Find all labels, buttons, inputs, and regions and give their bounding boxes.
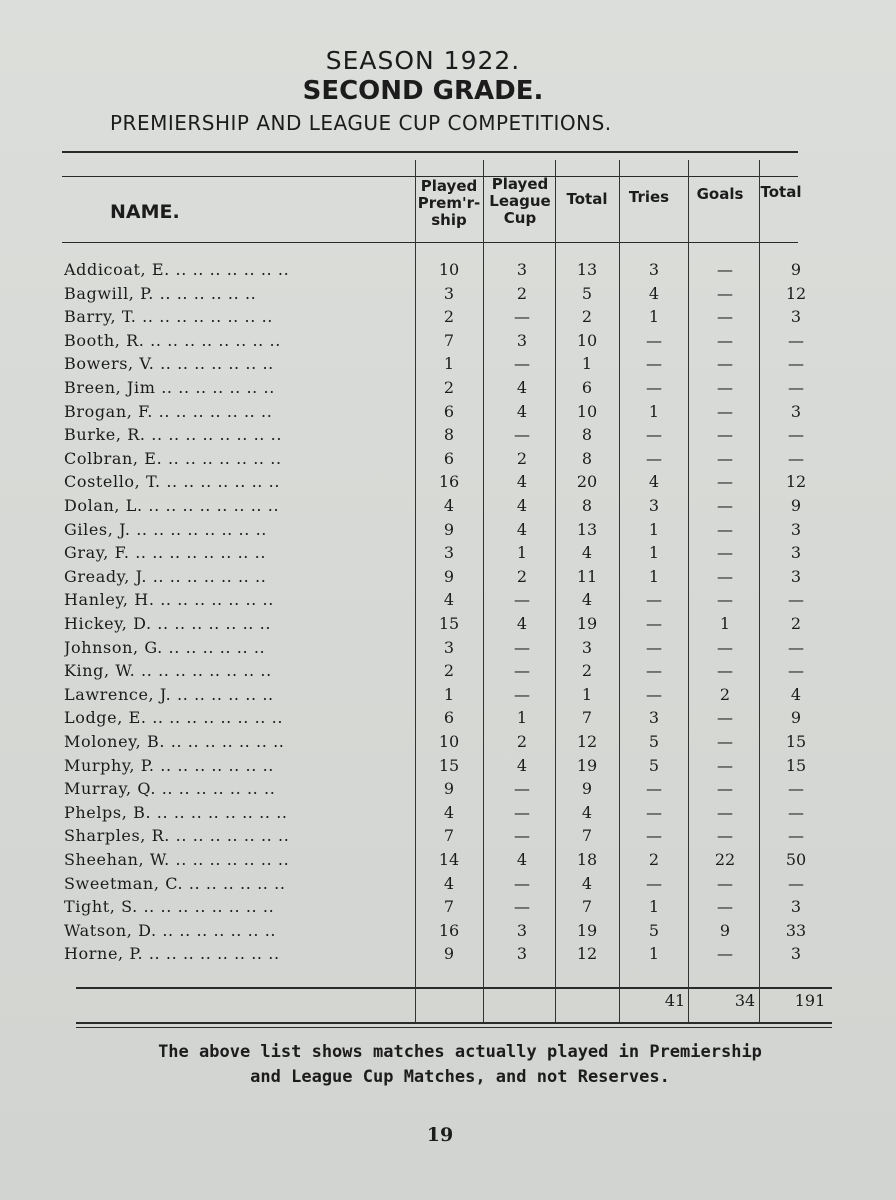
goals: — — [717, 802, 733, 822]
table-row — [0, 730, 896, 754]
player-name: Tight, S. .. .. .. .. .. .. .. .. — [64, 897, 275, 917]
player-name: Addicoat, E. .. .. .. .. .. .. .. — [64, 260, 290, 279]
goals: — — [717, 448, 733, 468]
table-top-rule — [62, 151, 798, 153]
goals: — — [717, 543, 733, 563]
points-total: — — [788, 425, 804, 445]
player-name: Phelps, B. .. .. .. .. .. .. .. .. — [64, 802, 288, 822]
points-total: — — [788, 873, 804, 893]
player-name: Watson, D. .. .. .. .. .. .. .. — [64, 920, 277, 940]
goals: — — [717, 944, 733, 964]
matches-total: 13 — [576, 260, 598, 279]
matches-total: 20 — [576, 472, 598, 492]
goals: — — [717, 330, 733, 350]
table-row — [0, 919, 896, 943]
goals-total: 34 — [734, 991, 756, 1010]
goals: — — [717, 496, 733, 515]
matches-total: 8 — [581, 425, 593, 445]
tries: — — [646, 802, 662, 822]
table-row — [0, 612, 896, 636]
goals: — — [717, 873, 733, 893]
matches-total: 12 — [576, 732, 598, 751]
points-total: — — [788, 448, 804, 468]
player-name: Bowers, V. .. .. .. .. .. .. .. — [64, 354, 274, 374]
goals: — — [717, 401, 733, 421]
points-total: 9 — [790, 260, 802, 279]
played-premiership: 2 — [443, 378, 455, 397]
player-name: Burke, R. .. .. .. .. .. .. .. .. — [64, 425, 283, 445]
matches-total: 4 — [581, 802, 593, 822]
played-premiership: 6 — [443, 708, 455, 728]
goals: — — [717, 708, 733, 728]
played-league-cup: — — [514, 590, 530, 610]
header-goals: Goals — [696, 185, 744, 203]
tries: 4 — [648, 472, 660, 492]
header-name: NAME. — [110, 201, 180, 223]
player-name: Sharples, R. .. .. .. .. .. .. .. — [64, 826, 290, 846]
tries: — — [646, 354, 662, 374]
matches-total: 1 — [581, 354, 593, 374]
page-number: 19 — [426, 1124, 454, 1146]
player-name: Colbran, E. .. .. .. .. .. .. .. — [64, 448, 282, 468]
played-premiership: 10 — [438, 732, 460, 751]
goals: — — [717, 519, 733, 539]
points-total: 33 — [785, 920, 807, 940]
goals: 22 — [714, 850, 736, 869]
points-total: — — [788, 637, 804, 657]
table-row — [0, 754, 896, 778]
matches-total: 11 — [576, 566, 598, 586]
player-name: Gray, F. .. .. .. .. .. .. .. .. — [64, 543, 267, 563]
matches-total: 4 — [581, 873, 593, 893]
goals: — — [717, 283, 733, 303]
matches-total: 18 — [576, 850, 598, 869]
played-premiership: 10 — [438, 260, 460, 279]
player-name: Sweetman, C. .. .. .. .. .. .. — [64, 873, 286, 893]
player-name: Murphy, P. .. .. .. .. .. .. .. — [64, 755, 274, 775]
points-total: 3 — [790, 566, 802, 586]
player-name: Brogan, F. .. .. .. .. .. .. .. — [64, 401, 273, 421]
header-played-league-cup: Played League Cup — [489, 175, 551, 227]
played-league-cup: 2 — [516, 732, 528, 751]
points-total: 15 — [785, 732, 807, 751]
goals: — — [717, 637, 733, 657]
grade-title: SECOND GRADE. — [302, 76, 544, 106]
matches-total: 19 — [576, 920, 598, 940]
played-league-cup: 1 — [516, 708, 528, 728]
player-name: Barry, T. .. .. .. .. .. .. .. .. — [64, 307, 273, 327]
played-league-cup: — — [514, 779, 530, 799]
points-total: 12 — [785, 283, 807, 303]
table-row — [0, 258, 896, 282]
played-premiership: 7 — [443, 330, 455, 350]
player-name: Dolan, L. .. .. .. .. .. .. .. .. — [64, 496, 280, 515]
played-premiership: 8 — [443, 425, 455, 445]
table-row — [0, 376, 896, 400]
played-league-cup: — — [514, 637, 530, 657]
points-total: 9 — [790, 708, 802, 728]
matches-total: 19 — [576, 614, 598, 633]
played-league-cup: 3 — [516, 920, 528, 940]
matches-total: 8 — [581, 496, 593, 515]
matches-total: 19 — [576, 755, 598, 775]
played-league-cup: 4 — [516, 614, 528, 633]
played-league-cup: 2 — [516, 566, 528, 586]
player-name: Moloney, B. .. .. .. .. .. .. .. — [64, 732, 285, 751]
played-premiership: 6 — [443, 448, 455, 468]
matches-total: 13 — [576, 519, 598, 539]
points-total: 3 — [790, 401, 802, 421]
tries: 5 — [648, 732, 660, 751]
player-name: Costello, T. .. .. .. .. .. .. .. — [64, 472, 281, 492]
tries: — — [646, 779, 662, 799]
table-row — [0, 683, 896, 707]
table-row — [0, 588, 896, 612]
played-league-cup: — — [514, 425, 530, 445]
goals: — — [717, 260, 733, 279]
played-premiership: 9 — [443, 779, 455, 799]
footnote: The above list shows matches actually played in Premiership and League Cup Matches, and not Reserves. — [158, 1042, 762, 1087]
played-league-cup: 4 — [516, 519, 528, 539]
points-total: 15 — [785, 755, 807, 775]
points-total: — — [788, 779, 804, 799]
played-league-cup: — — [514, 897, 530, 917]
played-league-cup: 4 — [516, 496, 528, 515]
goals: — — [717, 897, 733, 917]
table-row — [0, 777, 896, 801]
played-league-cup: 4 — [516, 755, 528, 775]
tries: 1 — [648, 566, 660, 586]
played-league-cup: — — [514, 354, 530, 374]
tries: — — [646, 448, 662, 468]
table-row — [0, 352, 896, 376]
goals: — — [717, 566, 733, 586]
season-title: SEASON 1922. — [325, 46, 521, 75]
table-row — [0, 447, 896, 471]
matches-total: 2 — [581, 661, 593, 681]
points-total: — — [788, 661, 804, 681]
player-name: Sheehan, W. .. .. .. .. .. .. .. — [64, 850, 290, 869]
tries: — — [646, 614, 662, 633]
table-row — [0, 518, 896, 542]
played-league-cup: 3 — [516, 330, 528, 350]
goals: — — [717, 732, 733, 751]
played-premiership: 2 — [443, 307, 455, 327]
played-league-cup: 3 — [516, 260, 528, 279]
played-premiership: 4 — [443, 496, 455, 515]
matches-total: 3 — [581, 637, 593, 657]
matches-total: 9 — [581, 779, 593, 799]
table-row — [0, 470, 896, 494]
table-row — [0, 329, 896, 353]
played-premiership: 4 — [443, 873, 455, 893]
played-league-cup: — — [514, 684, 530, 704]
played-premiership: 1 — [443, 684, 455, 704]
tries: 4 — [648, 283, 660, 303]
points-total: — — [788, 826, 804, 846]
points-total: — — [788, 330, 804, 350]
table-row — [0, 824, 896, 848]
goals: — — [717, 354, 733, 374]
points-total: 12 — [785, 472, 807, 492]
player-name: King, W. .. .. .. .. .. .. .. .. — [64, 661, 272, 681]
goals: — — [717, 779, 733, 799]
played-premiership: 7 — [443, 826, 455, 846]
points-total: — — [788, 378, 804, 397]
points-total: — — [788, 354, 804, 374]
table-row — [0, 942, 896, 966]
table-row — [0, 494, 896, 518]
tries: — — [646, 661, 662, 681]
tries: 1 — [648, 944, 660, 964]
table-row — [0, 400, 896, 424]
table-bottom-rule — [76, 1022, 832, 1024]
player-name: Lawrence, J. .. .. .. .. .. .. — [64, 684, 274, 704]
matches-total: 10 — [576, 401, 598, 421]
header-tries: Tries — [628, 188, 670, 206]
tries: — — [646, 330, 662, 350]
points-total: 3 — [790, 897, 802, 917]
goals: — — [717, 425, 733, 445]
played-premiership: 1 — [443, 354, 455, 374]
played-premiership: 9 — [443, 519, 455, 539]
played-premiership: 9 — [443, 566, 455, 586]
goals: — — [717, 378, 733, 397]
goals: 9 — [719, 920, 731, 940]
points-total: — — [788, 802, 804, 822]
table-row — [0, 801, 896, 825]
played-league-cup: 1 — [516, 543, 528, 563]
player-name: Horne, P. .. .. .. .. .. .. .. .. — [64, 944, 280, 964]
tries: 3 — [648, 708, 660, 728]
tries: — — [646, 873, 662, 893]
goals: — — [717, 755, 733, 775]
goals: — — [717, 590, 733, 610]
points-total: — — [788, 590, 804, 610]
points-total: 4 — [790, 684, 802, 704]
played-premiership: 6 — [443, 401, 455, 421]
table-row — [0, 305, 896, 329]
played-premiership: 2 — [443, 661, 455, 681]
table-bottom-rule-inner — [76, 1027, 832, 1028]
played-league-cup: 2 — [516, 448, 528, 468]
matches-total: 12 — [576, 944, 598, 964]
played-league-cup: 4 — [516, 378, 528, 397]
goals: — — [717, 661, 733, 681]
matches-total: 5 — [581, 283, 593, 303]
player-name: Johnson, G. .. .. .. .. .. .. — [64, 637, 266, 657]
matches-total: 7 — [581, 708, 593, 728]
player-name: Breen, Jim .. .. .. .. .. .. .. — [64, 378, 275, 397]
played-league-cup: 4 — [516, 472, 528, 492]
competition-title: PREMIERSHIP AND LEAGUE CUP COMPETITIONS. — [110, 111, 612, 135]
matches-total: 1 — [581, 684, 593, 704]
tries: 2 — [648, 850, 660, 869]
tries: — — [646, 378, 662, 397]
table-row — [0, 848, 896, 872]
matches-total: 10 — [576, 330, 598, 350]
goals: 2 — [719, 684, 731, 704]
played-premiership: 4 — [443, 590, 455, 610]
player-name: Hanley, H. .. .. .. .. .. .. .. — [64, 590, 274, 610]
matches-total: 7 — [581, 897, 593, 917]
table-row — [0, 541, 896, 565]
player-name: Murray, Q. .. .. .. .. .. .. .. — [64, 779, 276, 799]
played-premiership: 16 — [438, 472, 460, 492]
matches-total: 7 — [581, 826, 593, 846]
played-premiership: 7 — [443, 897, 455, 917]
table-row — [0, 282, 896, 306]
player-name: Bagwill, P. .. .. .. .. .. .. — [64, 283, 257, 303]
tries: 1 — [648, 307, 660, 327]
table-row — [0, 636, 896, 660]
played-league-cup: 4 — [516, 850, 528, 869]
matches-total: 6 — [581, 378, 593, 397]
played-premiership: 15 — [438, 614, 460, 633]
tries: — — [646, 425, 662, 445]
matches-total: 4 — [581, 590, 593, 610]
tries: 5 — [648, 920, 660, 940]
goals: — — [717, 307, 733, 327]
table-row — [0, 895, 896, 919]
tries: 1 — [648, 401, 660, 421]
table-row — [0, 659, 896, 683]
tries: 3 — [648, 260, 660, 279]
points-total: 3 — [790, 944, 802, 964]
header-points-total: Total — [760, 183, 802, 201]
points-total: 3 — [790, 543, 802, 563]
points-total: 3 — [790, 307, 802, 327]
table-row — [0, 423, 896, 447]
tries: — — [646, 684, 662, 704]
played-premiership: 4 — [443, 802, 455, 822]
table-row — [0, 872, 896, 896]
points-total: 50 — [785, 850, 807, 869]
tries: 5 — [648, 755, 660, 775]
goals: — — [717, 826, 733, 846]
played-league-cup: 2 — [516, 283, 528, 303]
played-league-cup: — — [514, 661, 530, 681]
tries: — — [646, 590, 662, 610]
played-league-cup: — — [514, 826, 530, 846]
played-premiership: 9 — [443, 944, 455, 964]
matches-total: 4 — [581, 543, 593, 563]
played-league-cup: 3 — [516, 944, 528, 964]
played-league-cup: — — [514, 802, 530, 822]
matches-total: 2 — [581, 307, 593, 327]
table-row — [0, 565, 896, 589]
played-premiership: 14 — [438, 850, 460, 869]
player-name: Gready, J. .. .. .. .. .. .. .. — [64, 566, 267, 586]
matches-total: 8 — [581, 448, 593, 468]
played-league-cup: — — [514, 307, 530, 327]
goals: 1 — [719, 614, 731, 633]
player-name: Giles, J. .. .. .. .. .. .. .. .. — [64, 519, 267, 539]
played-premiership: 3 — [443, 543, 455, 563]
points-total: 9 — [790, 496, 802, 515]
table-row — [0, 706, 896, 730]
played-premiership: 16 — [438, 920, 460, 940]
played-league-cup: 4 — [516, 401, 528, 421]
played-premiership: 3 — [443, 637, 455, 657]
player-name: Hickey, D. .. .. .. .. .. .. .. — [64, 614, 272, 633]
tries: 1 — [648, 519, 660, 539]
header-total: Total — [566, 190, 608, 208]
goals: — — [717, 472, 733, 492]
player-name: Booth, R. .. .. .. .. .. .. .. .. — [64, 330, 281, 350]
player-name: Lodge, E. .. .. .. .. .. .. .. .. — [64, 708, 284, 728]
tries: 1 — [648, 543, 660, 563]
points-total: 2 — [790, 614, 802, 633]
tries: 1 — [648, 897, 660, 917]
played-league-cup: — — [514, 873, 530, 893]
tries-total: 41 — [664, 991, 686, 1010]
points-total: 191 — [794, 991, 826, 1010]
tries: 3 — [648, 496, 660, 515]
header-played-premiership: Played Prem'r- ship — [417, 177, 481, 229]
tries: — — [646, 826, 662, 846]
tries: — — [646, 637, 662, 657]
points-total: 3 — [790, 519, 802, 539]
played-premiership: 15 — [438, 755, 460, 775]
played-premiership: 3 — [443, 283, 455, 303]
